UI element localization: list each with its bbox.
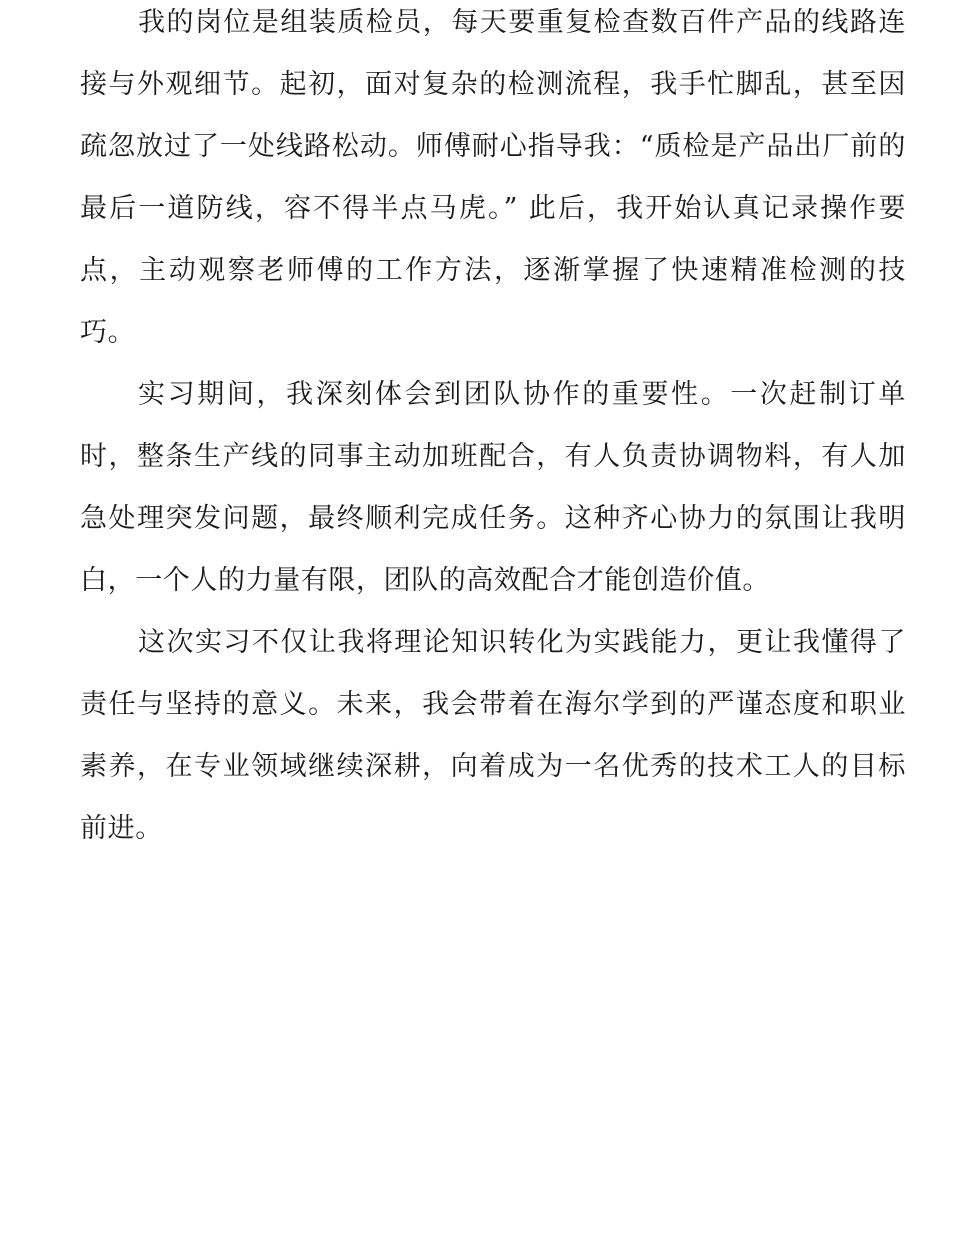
paragraph-conclusion: 这次实习不仅让我将理论知识转化为实践能力，更让我懂得了责任与坚持的意义。未来，我会带着在海尔学到的严谨态度和职业素养，在专业领域继续深耕，向着成为一名优秀的技术工人的目标前进。 [80,627,906,844]
document-body [80,0,906,860]
paragraph-job-role: 我的岗位是组装质检员，每天要重复检查数百件产品的线路连接与外观细节。起初，面对复杂的检测流程，我手忙脚乱，甚至因疏忽放过了一处线路松动。师傅耐心指导我：“质检是产品出厂前的最后一道防线，容不得半点马虎。” 此后，我开始认真记录操作要点，主动观察老师傅的工作方法，逐渐掌握了快速精准检测的技巧。 [80,7,906,348]
paragraph-teamwork: 实习期间，我深刻体会到团队协作的重要性。一次赶制订单时，整条生产线的同事主动加班配合，有人负责协调物料，有人加急处理突发问题，最终顺利完成任务。这种齐心协力的氛围让我明白，一个人的力量有限，团队的高效配合才能创造价值。 [80,379,906,596]
